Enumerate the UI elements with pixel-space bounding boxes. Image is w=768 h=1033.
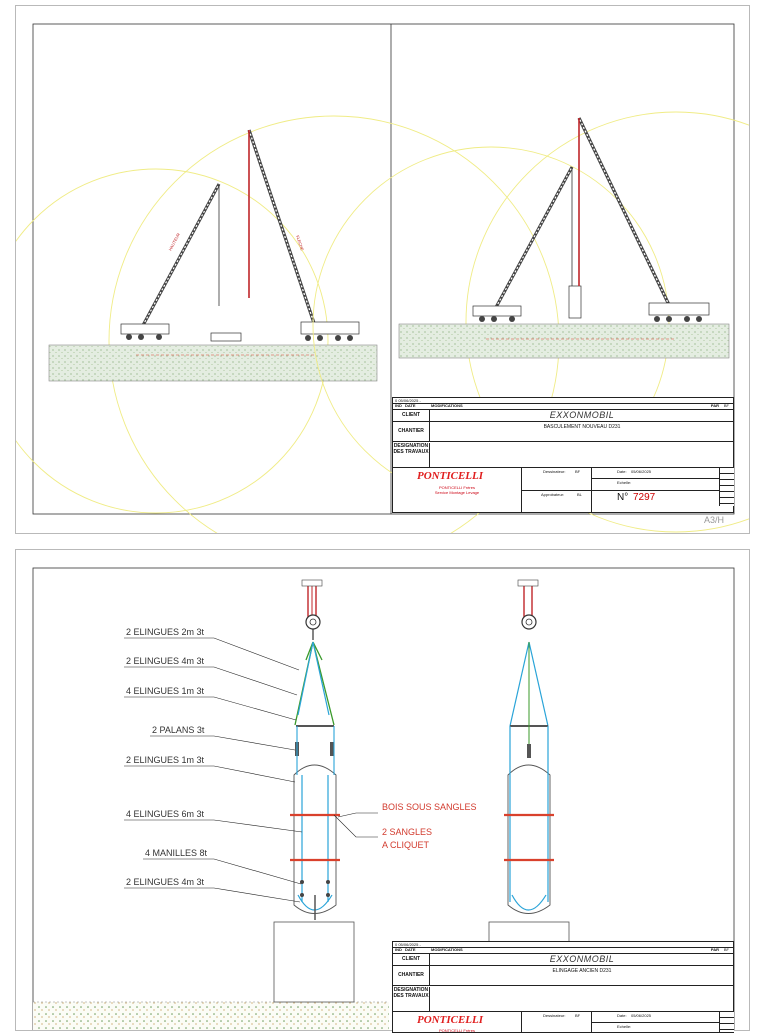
chantier-label: CHANTIER: [393, 965, 430, 985]
company-logo: PONTICELLI: [417, 1014, 483, 1026]
label-elingues-1m-a: 4 ELINGUES 1m 3t: [126, 686, 205, 696]
rev-header-par: PAR: [710, 403, 719, 408]
svg-text:FLECHE: FLECHE: [295, 234, 305, 252]
label-elingues-1m-b: 2 ELINGUES 1m 3t: [126, 755, 205, 765]
title-block-top: [392, 397, 734, 513]
client-value: EXXONMOBIL: [549, 410, 615, 420]
drawing-sheet-bottom: [15, 549, 750, 1031]
rev-header-par: PAR: [710, 947, 719, 952]
client-label: CLIENT: [393, 409, 430, 421]
drawing-number-prefix: N°: [617, 492, 629, 503]
client-label: CLIENT: [393, 953, 430, 965]
drawing-sheet-top: [15, 5, 750, 534]
date-value: 05/06/2025: [631, 1013, 652, 1018]
label-elingues-4m-b: 2 ELINGUES 4m 3t: [126, 877, 205, 887]
approbateur-value: BL: [577, 492, 582, 497]
rev-header-date: DATE: [405, 947, 416, 952]
drawing-number: 7297: [633, 492, 656, 503]
company-name: PONTICELLI Frères: [438, 1028, 475, 1033]
company-name: PONTICELLI Frères: [438, 485, 475, 490]
date-label: Date:: [617, 469, 627, 474]
approbateur-label: Approbateur:: [541, 492, 565, 497]
left-rigging-view: [124, 580, 378, 1002]
rev-header-par-value: BF: [723, 947, 729, 952]
title-block-bottom: [392, 941, 734, 1033]
sheet-index-grid: [719, 468, 734, 506]
dessinateur-value: BF: [575, 469, 581, 474]
page-format-label: A3/H: [704, 515, 725, 525]
label-elingues-2m: 2 ELINGUES 2m 3t: [126, 627, 205, 637]
company-logo: PONTICELLI: [417, 470, 483, 482]
label-bois-sous-sangles: BOIS SOUS SANGLES: [382, 802, 477, 812]
rev-header-modifications: MODIFICATIONS: [431, 403, 463, 408]
dessinateur-label: Dessinateur:: [543, 1013, 566, 1018]
svg-text:HAUTEUR: HAUTEUR: [167, 232, 181, 252]
dessinateur-value: BF: [575, 1013, 581, 1018]
rev-header-date: DATE: [405, 403, 416, 408]
rev-header-ind: IND: [395, 947, 402, 952]
label-a-cliquet: A CLIQUET: [382, 840, 430, 850]
rev-header-modifications: MODIFICATIONS: [431, 947, 463, 952]
right-rigging-view: [489, 580, 569, 942]
label-sangles: 2 SANGLES: [382, 827, 433, 837]
revision-row: 0 05/06/2025 -: [395, 398, 421, 403]
echelle-label: Echelle:: [617, 480, 632, 485]
label-elingues-4m: 2 ELINGUES 4m 3t: [126, 656, 205, 666]
company-service: Service Montage Levage: [434, 490, 480, 495]
chantier-value: ELINGAGE ANCIEN D231: [552, 968, 612, 974]
date-label: Date:: [617, 1013, 627, 1018]
label-elingues-6m: 4 ELINGUES 6m 3t: [126, 809, 205, 819]
dessinateur-label: Dessinateur:: [543, 469, 566, 474]
date-value: 05/06/2025: [631, 469, 652, 474]
rev-header-ind: IND: [395, 403, 402, 408]
label-palans: 2 PALANS 3t: [152, 725, 205, 735]
rev-header-par-value: BF: [723, 403, 729, 408]
revision-row: 0 05/06/2025 -: [395, 942, 421, 947]
chantier-label: CHANTIER: [393, 421, 430, 441]
sheet-index-grid: [719, 1012, 734, 1032]
designation-label: DESIGNATION DES TRAVAUX: [393, 987, 430, 1011]
echelle-label: Echelle:: [617, 1024, 632, 1029]
chantier-value: BASCULEMENT NOUVEAU D231: [543, 424, 621, 430]
label-manilles: 4 MANILLES 8t: [145, 848, 208, 858]
designation-label: DESIGNATION DES TRAVAUX: [393, 443, 430, 467]
client-value: EXXONMOBIL: [549, 954, 615, 964]
